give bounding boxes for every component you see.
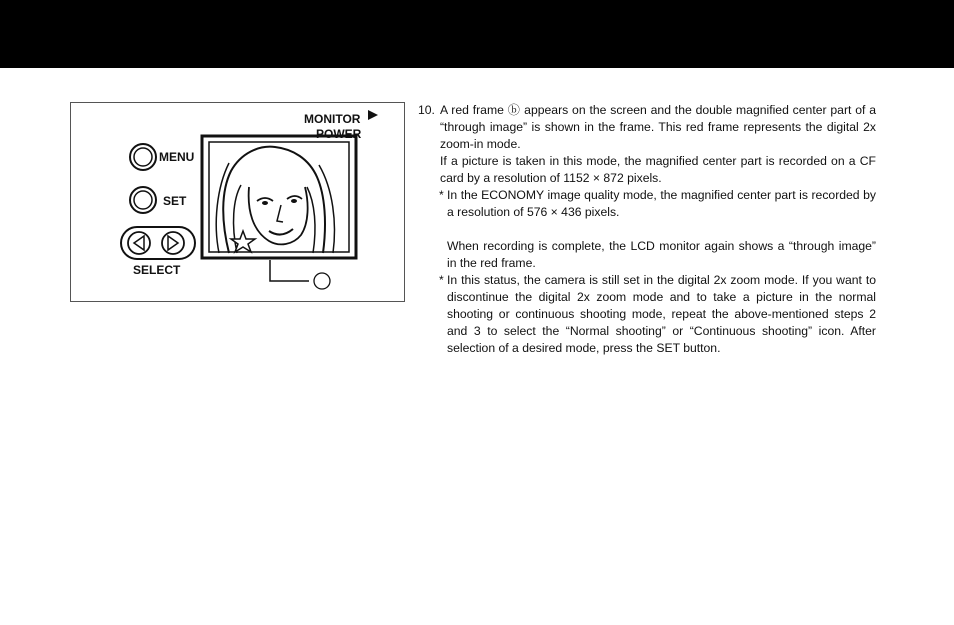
set-label: SET <box>163 194 187 208</box>
step-10-text: A red frame ⓑ appears on the screen and the double magnified center part of a “through image” is shown in the frame. This red frame represents the digital 2x zoom-in mode. <box>440 103 876 151</box>
note-economy-text: In the ECONOMY image quality mode, the magnified center part is recorded by a resolution of 576 × 436 pixels. <box>447 188 876 219</box>
header-band <box>0 0 954 68</box>
instruction-text-column <box>418 102 876 357</box>
note-economy <box>418 187 876 221</box>
camera-back-illustration <box>70 102 405 302</box>
recording-complete-text: When recording is complete, the LCD monitor again shows a “through image” in the red frame. <box>447 239 876 270</box>
paragraph-spacer <box>418 221 876 238</box>
monitor-label: MONITOR <box>304 112 361 126</box>
select-label: SELECT <box>133 263 181 277</box>
step-10-text-continued <box>418 153 876 187</box>
menu-label: MENU <box>159 150 195 164</box>
select-rocker-icon <box>121 227 195 259</box>
note-zoom-status-text: In this status, the camera is still set in the digital 2x zoom mode. If you want to discontinue the digital 2x zoom mode and to take a picture in the normal shooting or continuous shooting mode, repeat the above-mentioned steps 2 and 3 to select the “Normal shooting” or “Continuous shooting” icon. After selection of a desired mode, press the SET button. <box>447 273 876 355</box>
step-10-paragraph <box>418 102 876 153</box>
power-label: POWER <box>316 127 362 141</box>
recording-complete-paragraph <box>418 238 876 272</box>
step-10-text-2: If a picture is taken in this mode, the magnified center part is recorded on a CF card by a resolution of 1152 × 872 pixels. <box>440 154 876 185</box>
menu-button-icon <box>130 144 156 170</box>
lcd-screen <box>202 136 356 258</box>
callout-leader-line <box>270 260 309 281</box>
note-zoom-status <box>418 272 876 357</box>
note-asterisk: * <box>439 273 444 287</box>
set-button-icon <box>130 187 156 213</box>
note-asterisk: * <box>439 188 444 202</box>
monitor-arrow-icon <box>368 110 378 120</box>
step-number: 10. <box>418 103 435 117</box>
